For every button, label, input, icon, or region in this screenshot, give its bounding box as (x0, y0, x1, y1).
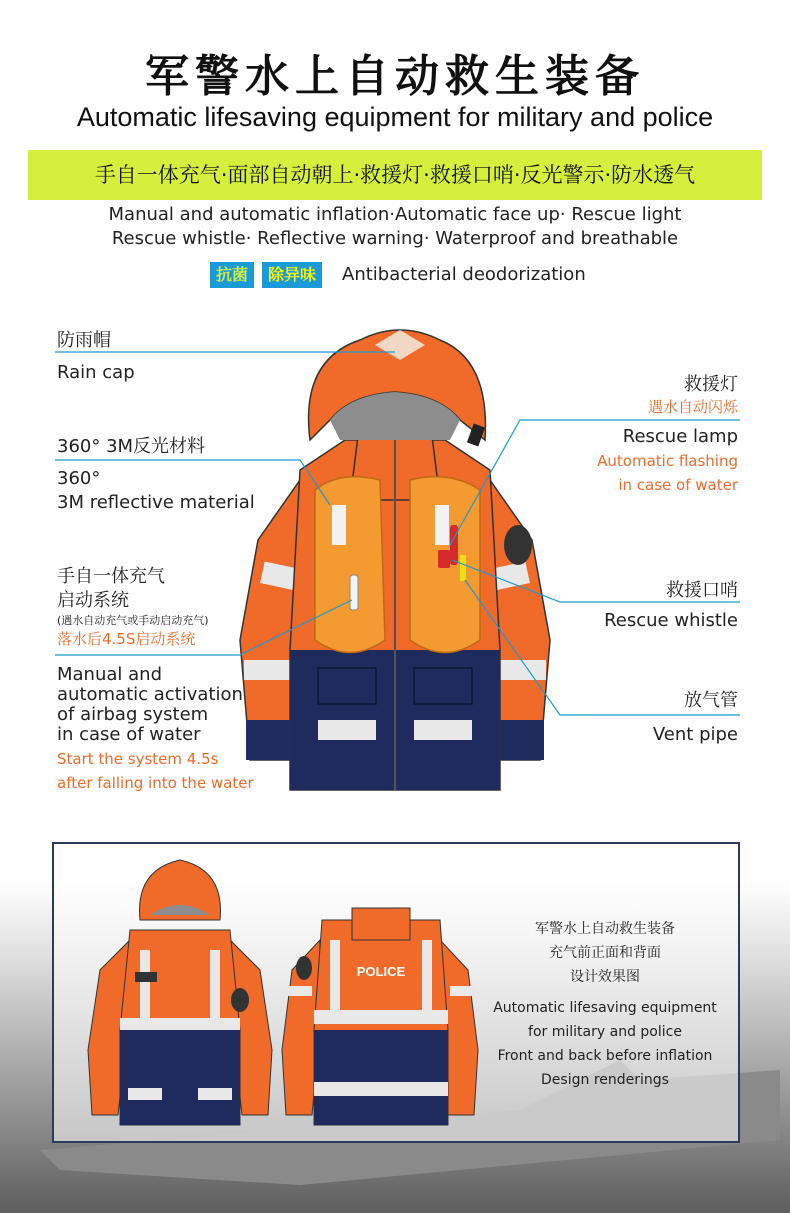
vent-pipe-label-cn: 放气管 (684, 690, 738, 711)
front-waist-reflective (120, 1018, 240, 1030)
features-banner-cn: 手自一体充气·面部自动朝上·救援灯·救援口哨·反光警示·防水透气 (28, 150, 762, 200)
whistle-label-cn: 救援口哨 (666, 580, 738, 601)
airbag-label-cn-orange: 落水后4.5S启动系统 (57, 630, 196, 648)
airbag-label-cn-note: (遇水自动充气或手动启动充气) (57, 614, 209, 627)
reflective-label-en-1: 360° (57, 468, 101, 489)
antibacterial-caption: Antibacterial deodorization (342, 264, 586, 285)
back-left-sleeve-reflective (286, 986, 312, 996)
panel-caption-en-4: Design renderings (541, 1072, 669, 1088)
deodorize-tag: 除异味 (262, 262, 322, 288)
rescue-lamp-label-en-orange-1: Automatic flashing (597, 452, 738, 470)
front-lower-navy (120, 1030, 240, 1125)
reflective-label-en-2: 3M reflective material (57, 492, 255, 513)
panel-caption-en-3: Front and back before inflation (497, 1048, 713, 1064)
back-right-sleeve-reflective (450, 986, 476, 996)
airbag-label-en-1: Manual and (57, 664, 162, 685)
front-right-reflective (198, 1088, 232, 1100)
back-lower-navy (314, 1030, 448, 1125)
panel-caption-en-2: for military and police (528, 1024, 682, 1040)
airbag-label-en-orange-2: after falling into the water (57, 774, 254, 792)
panel-caption-cn-1: 军警水上自动救生装备 (535, 921, 675, 937)
back-collar (352, 908, 410, 940)
airbag-label-cn-1: 手自一体充气 (57, 566, 165, 587)
reflective-label-cn: 360° 3M反光材料 (57, 436, 206, 457)
panel-caption-cn-2: 充气前正面和背面 (549, 945, 661, 961)
airbag-label-en-orange-1: Start the system 4.5s (57, 750, 219, 768)
airbag-label-cn-2: 启动系统 (57, 590, 129, 611)
front-left-stripe (140, 950, 150, 1020)
rescue-lamp-label-cn: 救援灯 (684, 374, 738, 395)
back-badge (296, 956, 312, 980)
rescue-lamp-label-en-orange-2: in case of water (618, 476, 738, 494)
panel-caption-en-1: Automatic lifesaving equipment (493, 1000, 717, 1016)
whistle-label-en: Rescue whistle (604, 610, 738, 631)
airbag-label-en-2: automatic activation (57, 684, 243, 705)
airbag-label-en-3: of airbag system (57, 704, 209, 725)
page-title-cn: 军警水上自动救生装备 (145, 51, 645, 102)
rescue-lamp-label-cn-orange: 遇水自动闪烁 (647, 398, 738, 416)
features-en-line-2: Rescue whistle· Reflective warning· Waterproof and breathable (111, 228, 679, 249)
front-patch (135, 972, 157, 982)
features-en-line-1: Manual and automatic inflation·Automatic face up· Rescue light (108, 204, 682, 225)
airbag-label-en-4: in case of water (57, 724, 201, 745)
rain-cap-label-cn: 防雨帽 (57, 330, 111, 351)
back-waist-reflective (314, 1010, 448, 1024)
antibacterial-tag: 抗菌 (210, 262, 254, 288)
front-right-stripe (210, 950, 220, 1020)
back-hem-reflective (314, 1082, 448, 1096)
front-badge (231, 988, 249, 1012)
police-back-text: POLICE (356, 964, 406, 979)
vent-pipe-label-en: Vent pipe (652, 724, 738, 745)
page-title-en: Automatic lifesaving equipment for military and police (76, 102, 714, 132)
rain-cap-label-en: Rain cap (57, 362, 135, 383)
front-left-reflective (128, 1088, 162, 1100)
rescue-lamp-label-en: Rescue lamp (622, 426, 738, 447)
panel-caption-cn-3: 设计效果图 (570, 969, 640, 985)
